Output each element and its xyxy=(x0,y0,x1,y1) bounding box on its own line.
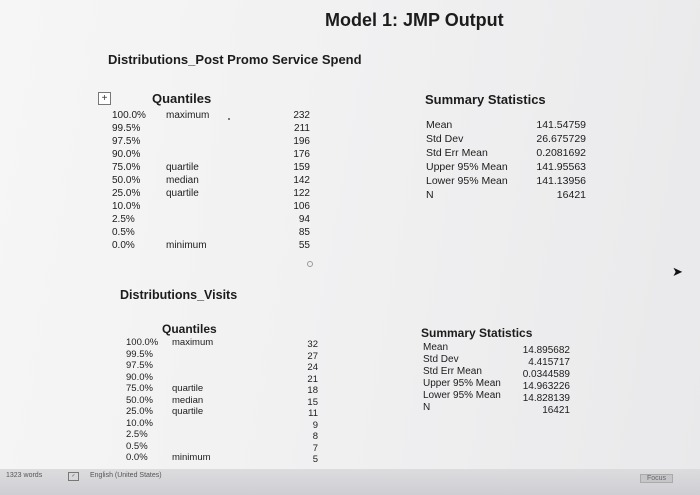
quantile-value: 232 xyxy=(293,110,310,121)
stat-label: Lower 95% Mean xyxy=(423,390,501,401)
quantile-value: 159 xyxy=(293,162,310,173)
quantiles-1-title: Quantiles xyxy=(152,91,212,106)
stat-value: 0.0344589 xyxy=(522,369,570,380)
percentile-cell: 2.5% xyxy=(126,429,148,440)
quantile-value: 122 xyxy=(293,188,310,199)
quantiles-1-percentiles xyxy=(112,109,146,252)
quantiles-2-labels xyxy=(172,337,213,464)
stat-value: 141.13956 xyxy=(536,175,586,187)
stat-value: 0.2081692 xyxy=(536,147,586,159)
quantile-label xyxy=(166,226,209,239)
page-title: Model 1: JMP Output xyxy=(325,10,504,30)
focus-button[interactable]: Focus xyxy=(640,474,673,483)
percentile-cell: 0.0% xyxy=(126,452,148,463)
percentile-cell: 0.5% xyxy=(126,440,148,452)
quantiles-2-values xyxy=(284,339,318,466)
percentile-cell: 25.0% xyxy=(112,188,141,199)
quantile-label: maximum xyxy=(172,337,214,348)
percentile-cell: 50.0% xyxy=(126,394,153,406)
percentile-cell: 0.0% xyxy=(112,240,135,251)
stat-value: 4.415717 xyxy=(528,357,570,368)
stat-label: Upper 95% Mean xyxy=(426,161,508,173)
quantile-value: 55 xyxy=(298,240,310,251)
percentile-cell: 99.5% xyxy=(126,348,153,360)
quantile-label xyxy=(172,360,213,372)
distribution-1-heading: Distributions_Post Promo Service Spend xyxy=(108,52,362,67)
quantile-label xyxy=(172,429,213,441)
quantile-label xyxy=(172,372,213,384)
quantile-label: quartile xyxy=(166,188,199,199)
stat-value: 14.963226 xyxy=(522,381,570,392)
stat-value: 26.675729 xyxy=(536,133,586,145)
quantile-label xyxy=(172,441,213,453)
quantile-value: 5 xyxy=(312,454,318,465)
percentile-cell: 97.5% xyxy=(126,360,153,371)
quantile-label: minimum xyxy=(166,240,207,251)
percentile-cell: 99.5% xyxy=(112,123,141,134)
summary-stats-2-labels xyxy=(423,342,501,414)
quantile-label: median xyxy=(166,175,199,186)
percentile-cell: 100.0% xyxy=(112,110,146,121)
stat-label: Std Err Mean xyxy=(423,366,482,377)
distribution-2-heading: Distributions_Visits xyxy=(120,288,238,302)
mouse-pointer-icon: ➤ xyxy=(672,264,683,279)
anchor-circle-icon xyxy=(307,261,313,267)
stat-value: 16421 xyxy=(542,405,570,416)
quantile-value: 8 xyxy=(312,431,318,442)
stat-label: Mean xyxy=(426,119,453,131)
quantile-value: 94 xyxy=(298,214,310,225)
quantile-value: 15 xyxy=(307,396,318,408)
stat-value: 14.895682 xyxy=(522,345,570,356)
percentile-cell: 50.0% xyxy=(112,175,141,186)
quantile-value: 7 xyxy=(312,442,318,454)
stat-label: Upper 95% Mean xyxy=(423,378,501,389)
quantile-label xyxy=(166,148,209,161)
quantile-value: 11 xyxy=(308,408,318,419)
quantile-value: 211 xyxy=(294,123,310,134)
quantile-label xyxy=(166,122,209,135)
quantile-label: maximum xyxy=(166,110,210,121)
stat-label: Lower 95% Mean xyxy=(426,175,508,187)
quantile-label: quartile xyxy=(166,162,199,173)
percentile-cell: 90.0% xyxy=(112,149,141,160)
quantile-value: 142 xyxy=(293,175,310,186)
quantile-label xyxy=(172,418,213,430)
stat-label: Mean xyxy=(423,342,449,353)
stat-label: N xyxy=(426,189,434,201)
quantile-label xyxy=(166,213,209,226)
quantile-label: quartile xyxy=(172,406,204,417)
quantile-value: 32 xyxy=(307,339,318,350)
quantile-label xyxy=(166,200,209,213)
quantile-value: 24 xyxy=(307,362,318,373)
quantile-value: 18 xyxy=(307,385,318,396)
summary-stats-2-title: Summary Statistics xyxy=(421,326,533,340)
percentile-cell: 2.5% xyxy=(112,214,135,225)
stat-label: Std Dev xyxy=(423,354,459,365)
percentile-cell: 75.0% xyxy=(126,383,153,394)
stat-label: Std Err Mean xyxy=(426,147,488,159)
quantile-value: 9 xyxy=(312,419,318,431)
expand-toggle-icon[interactable]: + xyxy=(98,92,111,105)
stat-value: 16421 xyxy=(556,189,586,201)
percentile-cell: 97.5% xyxy=(112,136,141,147)
quantile-value: 106 xyxy=(293,201,310,212)
stat-value: 14.828139 xyxy=(522,393,570,404)
quantile-value: 176 xyxy=(293,149,310,160)
quantiles-2-percentiles xyxy=(126,337,158,464)
quantiles-1-values xyxy=(268,109,310,252)
quantile-label xyxy=(172,349,213,361)
marker-dot xyxy=(228,118,230,120)
percentile-cell: 75.0% xyxy=(112,162,141,173)
percentile-cell: 0.5% xyxy=(112,227,135,238)
quantile-value: 27 xyxy=(307,350,318,362)
stat-value: 141.95563 xyxy=(536,161,586,173)
quantile-label xyxy=(166,135,209,148)
percentile-cell: 10.0% xyxy=(126,417,153,429)
quantile-label: quartile xyxy=(172,383,204,394)
quantile-value: 85 xyxy=(298,227,310,238)
proofing-icon[interactable]: ✓ xyxy=(68,472,79,481)
summary-stats-2-values xyxy=(512,345,570,417)
percentile-cell: 25.0% xyxy=(126,406,153,417)
summary-stats-1-values xyxy=(520,118,586,202)
percentile-cell: 100.0% xyxy=(126,337,159,348)
quantile-value: 196 xyxy=(293,136,310,147)
summary-stats-1-title: Summary Statistics xyxy=(425,92,546,107)
quantile-label: median xyxy=(172,394,204,406)
quantile-label: minimum xyxy=(172,452,211,463)
language-indicator[interactable]: English (United States) xyxy=(90,472,162,479)
stat-label: Std Dev xyxy=(426,133,464,145)
stat-value: 141.54759 xyxy=(536,119,586,131)
quantile-value: 21 xyxy=(307,373,318,385)
percentile-cell: 90.0% xyxy=(126,371,153,383)
summary-stats-1-labels xyxy=(426,118,508,202)
percentile-cell: 10.0% xyxy=(112,201,141,212)
stat-label: N xyxy=(423,402,431,413)
word-count[interactable]: 1323 words xyxy=(6,472,43,479)
quantiles-2-title: Quantiles xyxy=(162,322,217,336)
quantiles-1-labels xyxy=(166,109,209,252)
